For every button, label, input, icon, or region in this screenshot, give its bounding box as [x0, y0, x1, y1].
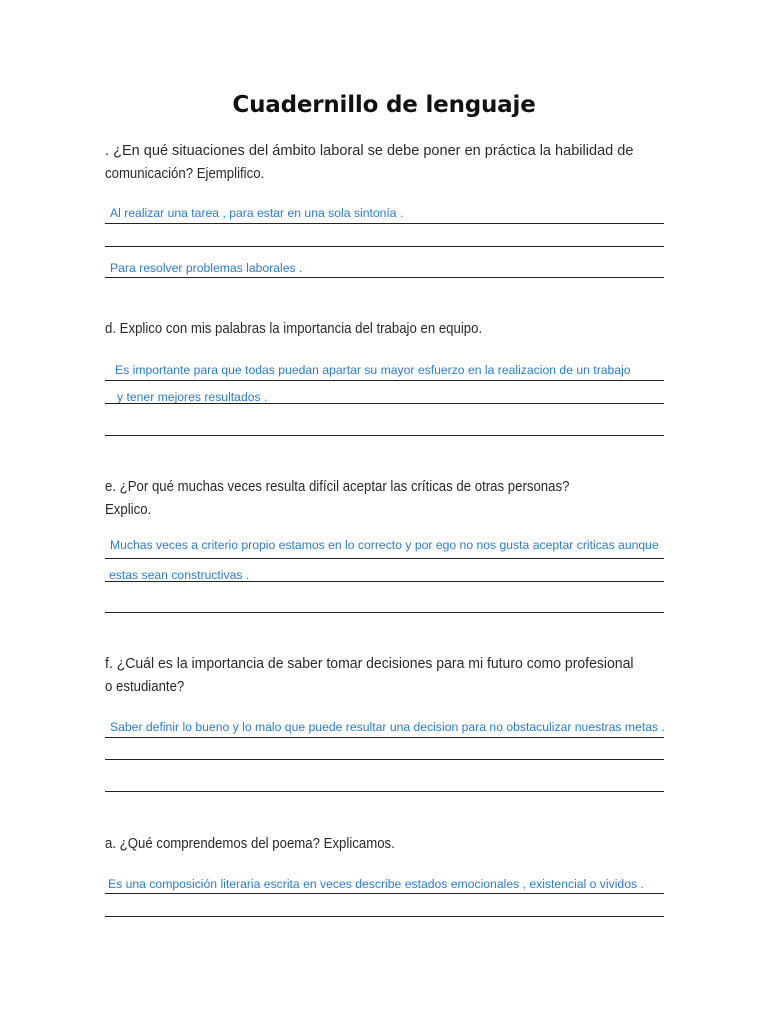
answer-line: [105, 435, 664, 436]
question-f-line-2: o estudiante?: [105, 678, 185, 695]
question-1-line-1: . ¿En qué situaciones del ámbito laboral se debe poner en práctica la habilidad de: [105, 142, 634, 159]
answer-1-2: Para resolver problemas laborales .: [110, 261, 303, 275]
question-1: [105, 139, 665, 185]
question-f-line-1: f. ¿Cuál es la importancia de saber tomar decisiones para mi futuro como profesional: [105, 655, 634, 672]
question-e: [105, 475, 665, 521]
page-title: Cuadernillo de lenguaje: [232, 92, 536, 118]
answer-line: [105, 246, 664, 247]
answer-line: [105, 558, 664, 559]
question-a-line-1: a. ¿Qué comprendemos del poema? Explicamos.: [105, 835, 395, 852]
answer-e-2: estas sean constructivas .: [109, 568, 250, 582]
answer-line: [105, 380, 664, 381]
answer-line: [105, 223, 664, 224]
question-f: [105, 652, 665, 698]
answer-e-1: Muchas veces a criterio propio estamos en lo correcto y por ego no nos gusta aceptar criticas aunque: [110, 538, 659, 552]
answer-line: [105, 916, 664, 917]
question-a: [105, 832, 665, 855]
answer-line: [105, 893, 664, 894]
answer-line: [105, 403, 664, 404]
answer-f-1: Saber definir lo bueno y lo malo que puede resultar una decision para no obstaculizar nuestras metas .: [110, 720, 665, 734]
question-e-line-1: e. ¿Por qué muchas veces resulta difícil aceptar las críticas de otras personas?: [105, 478, 570, 495]
question-d: [105, 317, 665, 340]
answer-a-1: Es una composición literaria escrita en veces describe estados emocionales , existencial o vividos .: [108, 877, 644, 891]
answer-line: [105, 791, 664, 792]
answer-d-2: y tener mejores resultados .: [117, 390, 268, 404]
answer-line: [105, 759, 664, 760]
answer-d-1: Es importante para que todas puedan apartar su mayor esfuerzo en la realizacion de un trabajo: [115, 363, 631, 377]
answer-line: [105, 277, 664, 278]
answer-line: [105, 612, 664, 613]
answer-1-1: Al realizar una tarea , para estar en una sola sintonía .: [110, 206, 404, 220]
question-e-line-2: Explico.: [105, 501, 152, 518]
question-d-line-1: d. Explico con mis palabras la importancia del trabajo en equipo.: [105, 320, 483, 337]
answer-line: [105, 737, 664, 738]
answer-line: [105, 581, 664, 582]
question-1-line-2: comunicación? Ejemplifico.: [105, 165, 265, 182]
